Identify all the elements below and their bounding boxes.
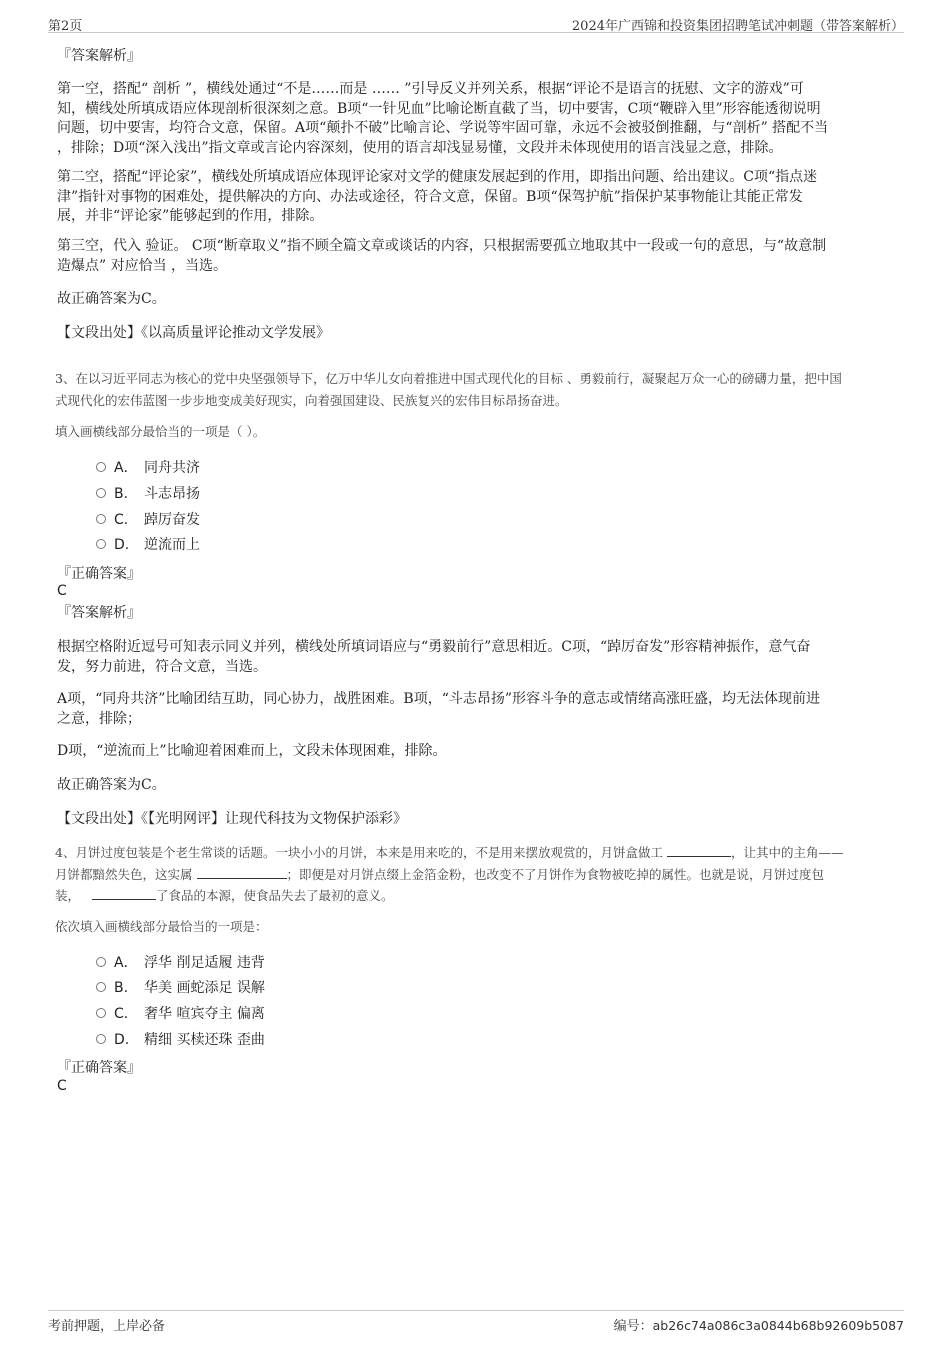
radio-button[interactable]: [96, 957, 106, 967]
conclusion: 故正确答案为C。: [57, 291, 166, 307]
analysis-paragraph-3: [57, 237, 897, 276]
radio-button[interactable]: [96, 1008, 106, 1018]
text-line: ，排除；D项“深入浅出”指文章或言论内容深刻，使用的语言却浅显易懂，文段并未体现使用的语言浅显之意，排除。: [57, 139, 783, 156]
radio-button[interactable]: [96, 488, 106, 498]
document-title: 2024年广西锦和投资集团招聘笔试冲刺题（带答案解析）: [571, 19, 904, 34]
radio-button[interactable]: [96, 514, 106, 524]
text-line: 造爆点” 对应恰当 ，当选。: [57, 257, 228, 274]
text-line: 月饼都黯然失色，这实属 ；即便是对月饼点缀上金箔金粉，也改变不了月饼作为食物被吃掉的属性。也就是说，月饼过度包: [55, 866, 825, 882]
correct-answer: C: [57, 1078, 67, 1094]
analysis-paragraph-2: [57, 690, 897, 729]
radio-button[interactable]: [96, 462, 106, 472]
correct-answer-title: 『正确答案』: [57, 566, 141, 582]
analysis-paragraph-1: [57, 638, 897, 677]
text-line: 装， 了食品的本源，使食品失去了最初的意义。: [55, 888, 394, 903]
text-line: 发，努力前进，符合文意，当选。: [57, 658, 267, 675]
page-footer: [48, 1310, 904, 1336]
text-line: 津”指针对事物的困难处，提供解决的方向、办法或途径，符合文意，保留。B项“保驾护航”指保护某事物能让其能正常发: [57, 188, 803, 205]
radio-button[interactable]: [96, 539, 106, 549]
analysis-title: 『答案解析』: [57, 605, 141, 621]
text-line: 展，并非“评论家”能够起到的作用，排除。: [57, 208, 324, 224]
question-3-option-a[interactable]: A． 同舟共济: [96, 458, 200, 478]
text-line: A项，“同舟共济”比喻团结互助，同心协力，战胜困难。B项，“斗志昂扬”形容斗争的意志或情绪高涨旺盛，均无法体现前进: [57, 691, 821, 707]
correct-answer: C: [57, 583, 67, 599]
conclusion: 故正确答案为C。: [57, 777, 166, 793]
question-4-option-a[interactable]: A． 浮华 削足适履 违背: [96, 953, 265, 973]
text-line: 根据空格附近逗号可知表示同义并列，横线处所填词语应与“勇毅前行”意思相近。C项，“踔厉奋发”形容精神振作，意气奋: [57, 639, 811, 655]
fill-blank-3: [92, 887, 156, 900]
analysis-title: 『答案解析』: [57, 48, 141, 64]
analysis-paragraph-1: [57, 80, 897, 158]
footer-slogan: 考前押题，上岸必备: [48, 1319, 166, 1334]
analysis-paragraph-3: D项，“逆流而上”比喻迎着困难而上，文段未体现困难，排除。: [57, 743, 447, 759]
analysis-paragraph-2: [57, 168, 897, 227]
question-3-prompt: 填入画横线部分最恰当的一项是（ ）。: [55, 424, 266, 439]
correct-answer-title: 『正确答案』: [57, 1060, 141, 1076]
question-3-stem: [55, 368, 900, 411]
fill-blank-1: [667, 844, 731, 857]
radio-button[interactable]: [96, 982, 106, 992]
page-number: 第2页: [48, 19, 83, 34]
page-header: [48, 13, 904, 33]
text-line: 之意，排除；: [57, 710, 141, 727]
question-3-option-c[interactable]: C. 踔厉奋发: [96, 510, 200, 530]
text-line: 第三空，代入 验证。 C项“断章取义”指不顾全篇文章或谈话的内容，只根据需要孤立地取其中一段或一句的意思，与“故意制: [57, 238, 827, 254]
source-citation: 【文段出处】《【光明网评】让现代科技为文物保护添彩》: [57, 811, 407, 827]
text-line: 第二空，搭配“评论家”，横线处所填成语应体现评论家对文学的健康发展起到的作用，即指出问题、给出建议。C项“指点迷: [57, 169, 818, 185]
text-line: 4、月饼过度包装是个老生常谈的话题。一块小小的月饼，本来是用来吃的，不是用来摆放观赏的，月饼盒做工 ，让其中的主角——: [55, 845, 844, 860]
text-line: 知，横线处所填成语应体现剖析很深刻之意。B项“一针见血”比喻论断直截了当，切中要害，C项“鞭辟入里”形容能透彻说明: [57, 100, 821, 117]
text-line: 问题，切中要害，均符合文意，保留。A项“颠扑不破”比喻言论、学说等牢固可靠，永远不会被驳倒推翻，与“剖析” 搭配不当: [57, 120, 829, 136]
question-4-prompt: 依次填入画横线部分最恰当的一项是：: [55, 919, 268, 934]
text-line: 式现代化的宏伟蓝图一步步地变成美好现实，向着强国建设、民族复兴的宏伟目标昂扬奋进。: [55, 392, 568, 408]
question-3-option-d[interactable]: D. 逆流而上: [96, 535, 200, 555]
document-code: 编号：ab26c74a086c3a0844b68b92609b5087: [613, 1318, 904, 1334]
fill-blank-2: [197, 866, 287, 879]
text-line: 3、在以习近平同志为核心的党中央坚强领导下，亿万中华儿女向着推进中国式现代化的目标 、勇毅前行，凝聚起万众一心的磅礴力量，把中国: [55, 371, 842, 386]
question-4-option-c[interactable]: C. 奢华 喧宾夺主 偏离: [96, 1004, 265, 1024]
text-line: 第一空，搭配“ 剖析 ”，横线处通过“不是……而是 …… ”引导反义并列关系，根据“评论不是语言的抚慰、文字的游戏”可: [57, 81, 804, 97]
question-4-option-b[interactable]: B. 华美 画蛇添足 误解: [96, 978, 265, 998]
question-4-option-d[interactable]: D. 精细 买椟还珠 歪曲: [96, 1030, 265, 1050]
question-3-option-b[interactable]: B. 斗志昂扬: [96, 484, 200, 504]
question-4-stem: [55, 842, 900, 907]
source-citation: 【文段出处】《以高质量评论推动文学发展》: [57, 325, 330, 341]
radio-button[interactable]: [96, 1034, 106, 1044]
